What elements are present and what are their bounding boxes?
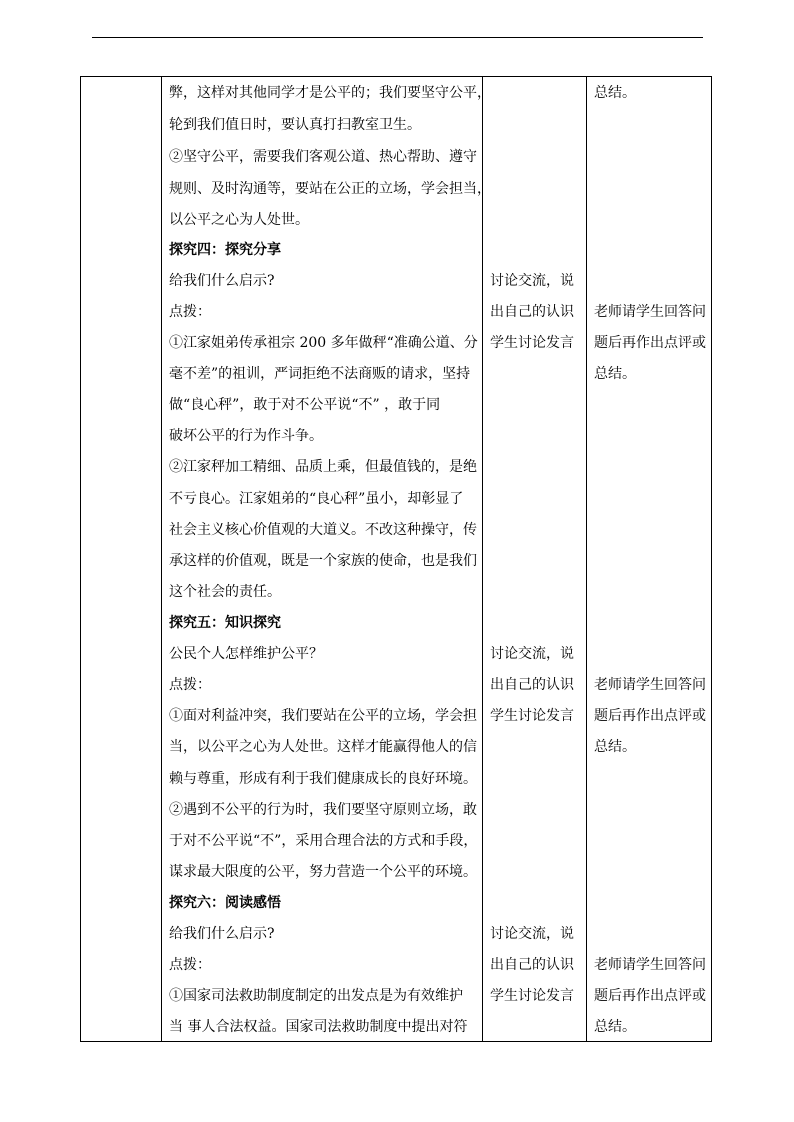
content-line: ①面对利益冲突，我们要站在公平的立场，学会担 (169, 708, 477, 724)
section-heading: 探究四：探究分享 (169, 242, 281, 258)
content-line: 点拨： (169, 957, 211, 973)
content-line: 点拨： (169, 677, 211, 693)
column-divider (586, 77, 587, 1041)
content-line: 当 事人合法权益。国家司法救助制度中提出对符 (169, 1019, 468, 1035)
content-line: 给我们什么启示? (169, 926, 275, 942)
section-heading: 探究五：知识探究 (169, 615, 281, 631)
teacher-note-line: 总结。 (594, 739, 636, 755)
teacher-note-column (594, 77, 711, 1041)
content-line: 承这样的价值观，既是一个家族的使命，也是我们 (169, 553, 477, 569)
content-line: 赖与尊重，形成有利于我们健康成长的良好环境。 (169, 771, 477, 787)
content-line: 公民个人怎样维护公平？ (169, 646, 323, 662)
student-activity-line: 讨论交流，说 (490, 926, 574, 942)
content-line: 做“良心秤”，敢于对不公平说“不” ，敢于同 (169, 397, 441, 413)
content-line: ①国家司法救助制度制定的出发点是为有效维护 (169, 988, 463, 1004)
content-line: 这个社会的责任。 (169, 584, 281, 600)
content-line: 破坏公平的行为作斗争。 (169, 428, 323, 444)
header-rule (92, 37, 703, 38)
student-activity-line: 出自己的认识 (490, 304, 574, 320)
content-line: 点拨： (169, 304, 211, 320)
content-line: 社会主义核心价值观的大道义。不改这种操守，传 (169, 522, 477, 538)
content-line: 以公平之心为人处世。 (169, 212, 309, 228)
student-activity-line: 出自己的认识 (490, 677, 574, 693)
teacher-note-line: 老师请学生回答问 (594, 957, 706, 973)
student-activity-line: 讨论交流，说 (490, 273, 574, 289)
content-line: ②遇到不公平的行为时，我们要坚守原则立场，敢 (169, 802, 477, 818)
content-line: 给我们什么启示? (169, 273, 275, 289)
content-line: 不亏良心。江家姐弟的“良心秤”虽小，却彰显了 (169, 491, 464, 507)
teacher-note-line: 老师请学生回答问 (594, 304, 706, 320)
section-heading: 探究六：阅读感悟 (169, 895, 281, 911)
lesson-table (80, 76, 712, 1042)
content-line: ①江家姐弟传承祖宗 200 多年做秤“准确公道、分 (169, 335, 478, 351)
teacher-note-line: 题后再作出点评或 (594, 988, 706, 1004)
student-activity-line: 讨论交流，说 (490, 646, 574, 662)
student-activity-column (490, 77, 584, 1041)
content-line: 于对不公平说“不”，采用合理合法的方式和手段， (169, 833, 478, 849)
content-line: 当，以公平之心为人处世。这样才能赢得他人的信 (169, 739, 477, 755)
teacher-note-line: 题后再作出点评或 (594, 708, 706, 724)
teacher-note-line: 总结。 (594, 85, 636, 101)
student-activity-line: 学生讨论发言 (490, 708, 574, 724)
student-activity-line: 出自己的认识 (490, 957, 574, 973)
student-activity-line: 学生讨论发言 (490, 335, 574, 351)
content-line: 弊，这样对其他同学才是公平的；我们要坚守公平， (169, 85, 491, 101)
content-line: 轮到我们值日时，要认真打扫教室卫生。 (169, 117, 421, 133)
content-line: 规则、及时沟通等，要站在公正的立场，学会担当， (169, 181, 491, 197)
teacher-note-line: 总结。 (594, 1019, 636, 1035)
teaching-content-column (169, 77, 491, 1041)
content-line: 谋求最大限度的公平，努力营造一个公平的环境。 (169, 864, 477, 880)
column-divider (482, 77, 483, 1041)
teacher-note-line: 题后再作出点评或 (594, 335, 706, 351)
teacher-note-line: 老师请学生回答问 (594, 677, 706, 693)
teacher-note-line: 总结。 (594, 366, 636, 382)
column-divider (161, 77, 162, 1041)
content-line: ②坚守公平，需要我们客观公道、热心帮助、遵守 (169, 149, 477, 165)
student-activity-line: 学生讨论发言 (490, 988, 574, 1004)
content-line: ②江家秤加工精细、品质上乘，但最值钱的，是绝 (169, 459, 477, 475)
content-line: 毫不差”的祖训，严词拒绝不法商贩的请求，坚持 (169, 366, 471, 382)
